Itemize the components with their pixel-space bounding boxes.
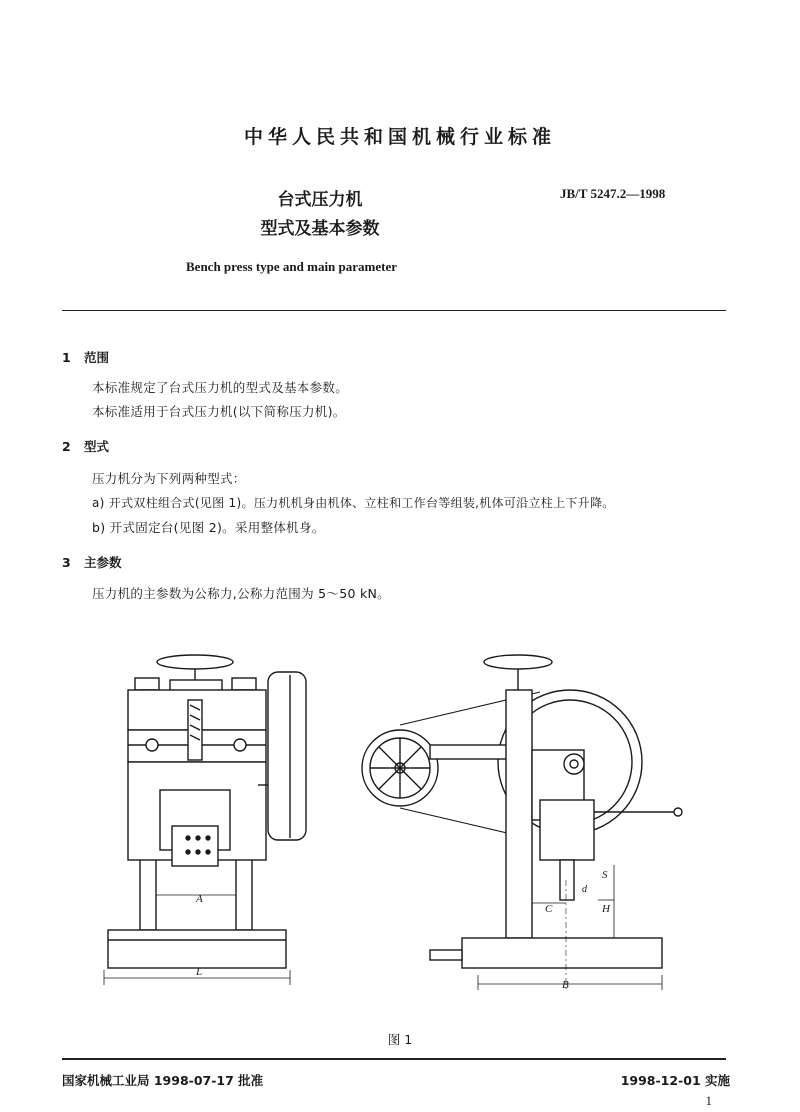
- dim-label-h: H: [602, 903, 610, 915]
- standard-number: JB/T 5247.2—1998: [560, 186, 666, 201]
- section-2-heading: [62, 437, 109, 455]
- header-rule: [62, 310, 726, 311]
- section-1-title: 范围: [84, 350, 110, 365]
- page-number: 1: [705, 1093, 712, 1108]
- title-line-2: 型式及基本参数: [260, 219, 380, 239]
- footer-rule: [62, 1058, 726, 1060]
- section-1-number: 1: [62, 350, 71, 365]
- dim-label-s: S: [602, 869, 608, 881]
- approval-date: 国家机械工业局 1998-07-17 批准: [62, 1073, 264, 1088]
- dim-label-a: A: [196, 893, 203, 905]
- section-3-title: 主参数: [84, 555, 122, 570]
- section-2-item-a: a) 开式双柱组合式(见图 1)。压力机机身由机体、立柱和工作台等组装,机体可沿立柱上下升降。: [92, 496, 615, 510]
- figure-caption: 图 1: [387, 1032, 413, 1047]
- figure-1-drawing: [0, 640, 800, 1010]
- dim-label-l: L: [196, 966, 203, 978]
- english-title: Bench press type and main parameter: [186, 259, 398, 274]
- side-view: [362, 655, 682, 990]
- title-line-1: 台式压力机: [277, 190, 363, 210]
- section-2-number: 2: [62, 439, 71, 454]
- dim-label-c: C: [545, 903, 553, 915]
- section-2-paragraph-1: 压力机分为下列两种型式：: [92, 471, 246, 486]
- section-3-number: 3: [62, 555, 71, 570]
- section-1-heading: [62, 348, 109, 366]
- section-1-paragraph-1: 本标准规定了台式压力机的型式及基本参数。: [92, 380, 349, 395]
- front-view: [104, 655, 306, 985]
- section-2-title: 型式: [84, 439, 110, 454]
- implementation-date: 1998-12-01 实施: [620, 1073, 730, 1088]
- section-3-heading: [62, 553, 122, 571]
- section-2-item-b: b) 开式固定台(见图 2)。采用整体机身。: [92, 520, 325, 535]
- dim-label-b: B: [562, 979, 569, 991]
- dim-label-d: d: [582, 884, 587, 895]
- section-1-paragraph-2: 本标准适用于台式压力机(以下简称压力机)。: [92, 404, 346, 419]
- section-3-paragraph-1: 压力机的主参数为公称力,公称力范围为 5～50 kN。: [92, 586, 390, 601]
- issuing-organization: 中华人民共和国机械行业标准: [243, 126, 556, 148]
